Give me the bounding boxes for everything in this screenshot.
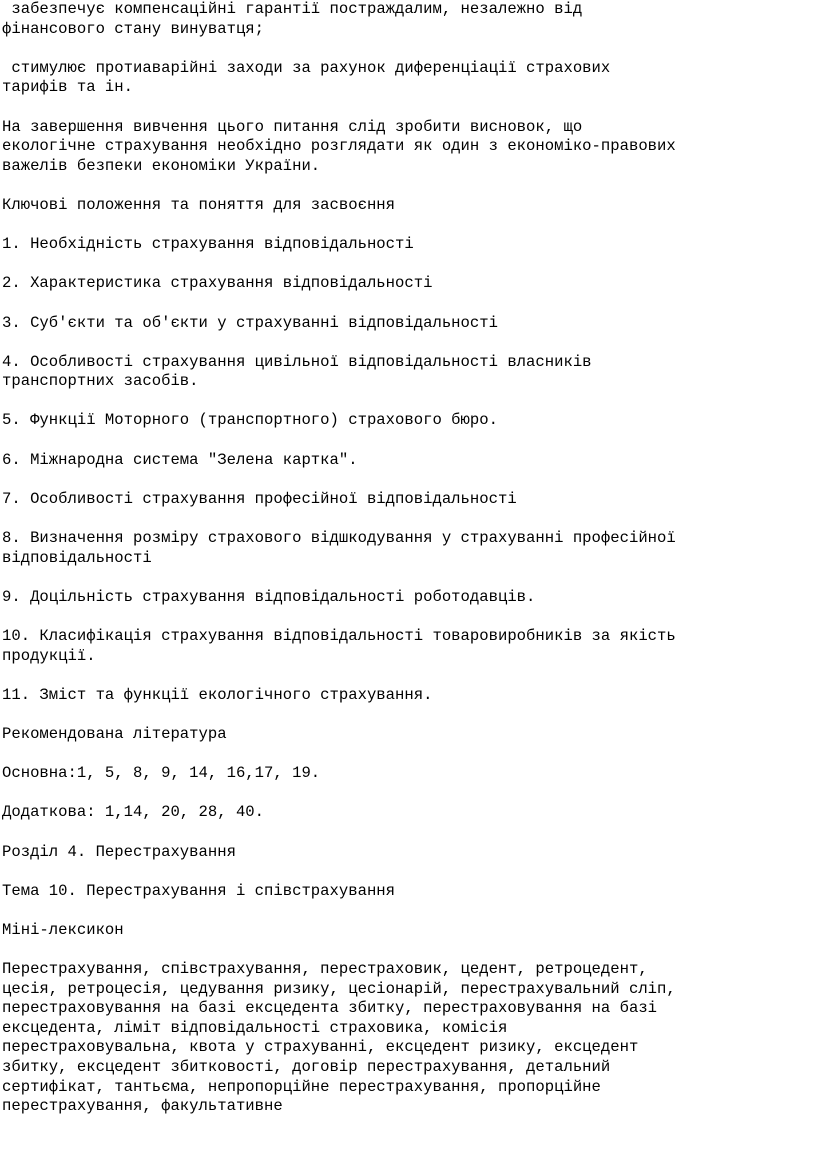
list-item-3: 3. Суб'єкти та об'єкти у страхуванні відповідальності bbox=[2, 313, 498, 332]
chapter-heading: Розділ 4. Перестрахування bbox=[2, 842, 236, 861]
section-heading-literature: Рекомендована література bbox=[2, 724, 227, 743]
paragraph-conclusion: На завершення вивчення цього питання слід зробити висновок, що екологічне страхування необхідно розглядати як один з економіко-правових важелів безпеки економіки України. bbox=[2, 117, 676, 175]
literature-additional: Додаткова: 1,14, 20, 28, 40. bbox=[2, 803, 265, 822]
list-item-11: 11. Зміст та функції екологічного страхування. bbox=[2, 685, 433, 704]
list-item-10: 10. Класифікація страхування відповідальності товаровиробників за якість продукції. bbox=[2, 627, 676, 665]
topic-heading: Тема 10. Перестрахування і співстрахування bbox=[2, 881, 396, 900]
list-item-7: 7. Особливості страхування професійної відповідальності bbox=[2, 489, 517, 508]
list-item-4: 4. Особливості страхування цивільної відповідальності власників транспортних засобів. bbox=[2, 352, 592, 391]
lexicon-terms: Перестрахування, співстрахування, перестраховик, цедент, ретроцедент, цесія, ретроцесія, цедування ризику, цесіонарій, перестрахувальний сліп, перестраховування на базі ексцедента збитку, перестраховування на базі ексцедента, ліміт відповідальності страховика, комісія перестраховувальна, квота у страхуванні, ексцедент ризику, ексцедент збитку, ексцедент збитковості, договір перестрахування, детальний сертифікат, тантьєма, непропорційне перестрахування, пропорційне перестрахування, факультативне bbox=[2, 960, 676, 1116]
list-item-5: 5. Функції Моторного (транспортного) страхового бюро. bbox=[2, 411, 498, 430]
list-item-8: 8. Визначення розміру страхового відшкодування у страхуванні професійної відповідальності bbox=[2, 529, 676, 567]
lexicon-heading: Міні-лексикон bbox=[2, 920, 124, 939]
paragraph-guarantees: забезпечує компенсаційні гарантії постраждалим, незалежно від фінансового стану винуватця; bbox=[2, 0, 583, 38]
literature-main: Основна:1, 5, 8, 9, 14, 16,17, 19. bbox=[2, 764, 321, 783]
paragraph-tariffs: стимулює протиаварійні заходи за рахунок диференціації страхових тарифів та ін. bbox=[2, 58, 611, 97]
list-item-9: 9. Доцільність страхування відповідальності роботодавців. bbox=[2, 587, 536, 606]
list-item-1: 1. Необхідність страхування відповідальності bbox=[2, 235, 414, 254]
list-item-2: 2. Характеристика страхування відповідальності bbox=[2, 274, 433, 293]
section-heading-key-points: Ключові положення та поняття для засвоєння bbox=[2, 195, 396, 214]
list-item-6: 6. Міжнародна система "Зелена картка". bbox=[2, 450, 358, 469]
